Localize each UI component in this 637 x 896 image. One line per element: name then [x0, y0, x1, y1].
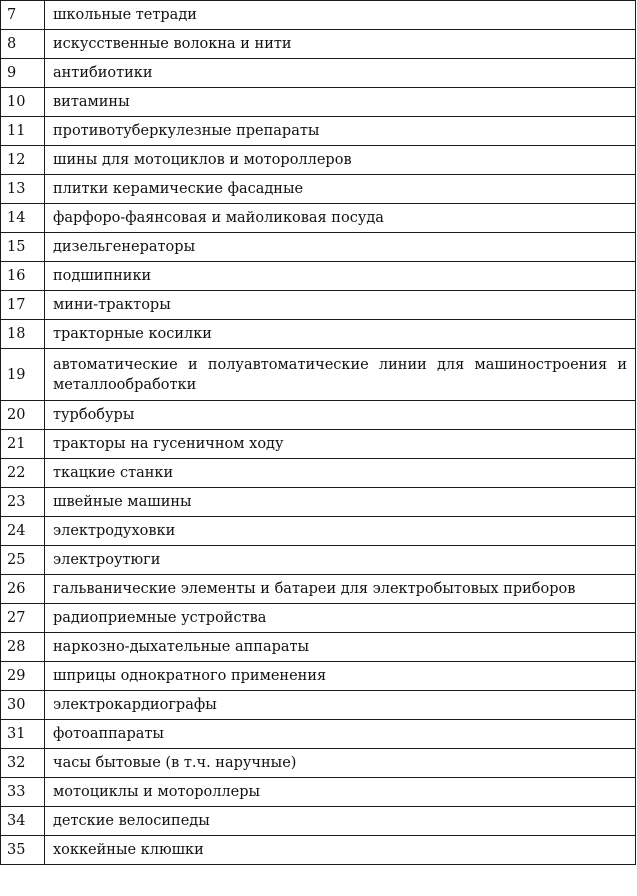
row-text: шины для мотоциклов и мотороллеров: [45, 146, 636, 175]
table-row: [1, 117, 636, 146]
table-row: [1, 88, 636, 117]
table-row: [1, 575, 636, 604]
row-number: 35: [1, 836, 45, 865]
row-text: школьные тетради: [45, 1, 636, 30]
table-row: [1, 59, 636, 88]
row-text: дизельгенераторы: [45, 233, 636, 262]
row-number: 11: [1, 117, 45, 146]
row-text: автоматические и полуавтоматические линии для машиностроения и металлообработки: [45, 349, 636, 401]
row-number: 25: [1, 546, 45, 575]
table-row: [1, 459, 636, 488]
row-number: 22: [1, 459, 45, 488]
row-number: 16: [1, 262, 45, 291]
row-text: детские велосипеды: [45, 807, 636, 836]
row-number: 23: [1, 488, 45, 517]
row-text: тракторы на гусеничном ходу: [45, 430, 636, 459]
table-row: [1, 175, 636, 204]
table-row: [1, 546, 636, 575]
row-text: плитки керамические фасадные: [45, 175, 636, 204]
table-row: [1, 720, 636, 749]
row-text: часы бытовые (в т.ч. наручные): [45, 749, 636, 778]
row-number: 28: [1, 633, 45, 662]
product-table-body: [1, 1, 636, 865]
row-number: 24: [1, 517, 45, 546]
table-row: [1, 262, 636, 291]
row-number: 32: [1, 749, 45, 778]
table-row: [1, 233, 636, 262]
row-text: турбобуры: [45, 401, 636, 430]
table-row: [1, 349, 636, 401]
row-text: электроутюги: [45, 546, 636, 575]
row-number: 10: [1, 88, 45, 117]
row-number: 18: [1, 320, 45, 349]
row-text: наркозно-дыхательные аппараты: [45, 633, 636, 662]
row-number: 12: [1, 146, 45, 175]
row-text: фарфоро-фаянсовая и майоликовая посуда: [45, 204, 636, 233]
row-text: подшипники: [45, 262, 636, 291]
row-number: 8: [1, 30, 45, 59]
row-text: витамины: [45, 88, 636, 117]
table-row: [1, 146, 636, 175]
row-number: 21: [1, 430, 45, 459]
row-number: 17: [1, 291, 45, 320]
row-text: швейные машины: [45, 488, 636, 517]
row-text: радиоприемные устройства: [45, 604, 636, 633]
row-number: 34: [1, 807, 45, 836]
row-number: 15: [1, 233, 45, 262]
table-row: [1, 662, 636, 691]
row-text: тракторные косилки: [45, 320, 636, 349]
table-row: [1, 749, 636, 778]
table-row: [1, 807, 636, 836]
row-number: 27: [1, 604, 45, 633]
row-number: 31: [1, 720, 45, 749]
row-text: фотоаппараты: [45, 720, 636, 749]
table-row: [1, 1, 636, 30]
row-number: 29: [1, 662, 45, 691]
row-text: хоккейные клюшки: [45, 836, 636, 865]
table-row: [1, 633, 636, 662]
row-number: 14: [1, 204, 45, 233]
row-number: 7: [1, 1, 45, 30]
row-text: искусственные волокна и нити: [45, 30, 636, 59]
row-number: 33: [1, 778, 45, 807]
row-number: 19: [1, 349, 45, 401]
row-text: антибиотики: [45, 59, 636, 88]
row-text: электрокардиографы: [45, 691, 636, 720]
table-row: [1, 204, 636, 233]
row-number: 9: [1, 59, 45, 88]
row-text: противотуберкулезные препараты: [45, 117, 636, 146]
table-row: [1, 30, 636, 59]
row-text: мини-тракторы: [45, 291, 636, 320]
table-row: [1, 778, 636, 807]
row-number: 13: [1, 175, 45, 204]
row-text: гальванические элементы и батареи для электробытовых приборов: [45, 575, 636, 604]
table-row: [1, 401, 636, 430]
row-number: 26: [1, 575, 45, 604]
table-row: [1, 320, 636, 349]
row-number: 20: [1, 401, 45, 430]
row-text: ткацкие станки: [45, 459, 636, 488]
row-text: мотоциклы и мотороллеры: [45, 778, 636, 807]
row-number: 30: [1, 691, 45, 720]
table-row: [1, 430, 636, 459]
row-text: электродуховки: [45, 517, 636, 546]
table-row: [1, 517, 636, 546]
row-text: шприцы однократного применения: [45, 662, 636, 691]
table-row: [1, 604, 636, 633]
table-row: [1, 836, 636, 865]
table-row: [1, 291, 636, 320]
table-row: [1, 691, 636, 720]
table-row: [1, 488, 636, 517]
